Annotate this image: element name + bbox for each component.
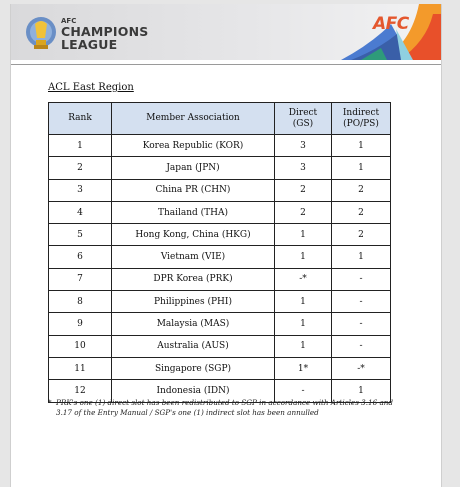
- indirect-slots-cell: -: [332, 313, 391, 335]
- rank-cell: 2: [49, 157, 112, 179]
- table-row: [49, 224, 391, 246]
- indirect-slots-cell: 2: [332, 179, 391, 201]
- page-header: [11, 4, 441, 60]
- indirect-slots-cell: 2: [332, 201, 391, 223]
- acl-wordmark: [61, 17, 148, 51]
- table-row: [49, 246, 391, 268]
- member-association-cell: Korea Republic (KOR): [112, 135, 275, 157]
- member-association-cell: Hong Kong, China (HKG): [112, 224, 275, 246]
- direct-slots-cell: 1: [275, 335, 332, 357]
- column-header-rank: Rank: [49, 103, 112, 135]
- indirect-slots-cell: -*: [332, 357, 391, 379]
- column-header-direct: Direct (GS): [275, 103, 332, 135]
- table-row: [49, 291, 391, 313]
- footnote-marker: *: [48, 398, 52, 407]
- afc-logo: AFC: [373, 14, 409, 34]
- direct-slots-cell: 1: [275, 291, 332, 313]
- direct-slots-cell: 1*: [275, 357, 332, 379]
- column-header-member-association: Member Association: [112, 103, 275, 135]
- acl-trophy-logo: [23, 14, 59, 54]
- direct-slots-cell: 3: [275, 135, 332, 157]
- rank-cell: 6: [49, 246, 112, 268]
- member-association-cell: Vietnam (VIE): [112, 246, 275, 268]
- acl-wordmark-line1: AFC: [61, 17, 77, 25]
- member-association-cell: Japan (JPN): [112, 157, 275, 179]
- header-divider: [11, 64, 441, 65]
- indirect-slots-cell: -: [332, 335, 391, 357]
- direct-slots-cell: 1: [275, 246, 332, 268]
- table-row: [49, 179, 391, 201]
- rank-cell: 9: [49, 313, 112, 335]
- rank-cell: 7: [49, 268, 112, 290]
- member-association-cell: DPR Korea (PRK): [112, 268, 275, 290]
- member-association-cell: Australia (AUS): [112, 335, 275, 357]
- indirect-slots-cell: -: [332, 291, 391, 313]
- rank-cell: 12: [49, 380, 112, 402]
- member-association-cell: Philippines (PHI): [112, 291, 275, 313]
- indirect-slots-cell: -: [332, 268, 391, 290]
- column-header-indirect: Indirect (PO/PS): [332, 103, 391, 135]
- direct-slots-cell: 2: [275, 201, 332, 223]
- table-row: [49, 135, 391, 157]
- table-row: [49, 157, 391, 179]
- rank-cell: 1: [49, 135, 112, 157]
- indirect-slots-cell: 1: [332, 380, 391, 402]
- direct-slots-cell: 2: [275, 179, 332, 201]
- table-row: [49, 335, 391, 357]
- rank-cell: 11: [49, 357, 112, 379]
- table-row: [49, 201, 391, 223]
- member-association-cell: Thailand (THA): [112, 201, 275, 223]
- table-row: [49, 357, 391, 379]
- indirect-slots-cell: 1: [332, 157, 391, 179]
- member-association-cell: Singapore (SGP): [112, 357, 275, 379]
- footnote-text: PRK's one (1) direct slot has been redistributed to SGP in accordance with Articles 3.16 and 3.17 of the Entry Manual / SGP's one (1) indirect slot has been annulled: [56, 398, 393, 417]
- acl-wordmark-line3: LEAGUE: [61, 37, 118, 52]
- rank-cell: 8: [49, 291, 112, 313]
- table-header-row: [49, 103, 391, 135]
- footnote: [48, 398, 396, 418]
- acl-wordmark-line2: CHAMPIONS: [61, 24, 149, 39]
- direct-slots-cell: 1: [275, 313, 332, 335]
- member-association-cell: Indonesia (IDN): [112, 380, 275, 402]
- indirect-slots-cell: 2: [332, 224, 391, 246]
- indirect-slots-cell: 1: [332, 246, 391, 268]
- direct-slots-cell: 1: [275, 224, 332, 246]
- direct-slots-cell: 3: [275, 157, 332, 179]
- table-row: [49, 268, 391, 290]
- rank-cell: 4: [49, 201, 112, 223]
- section-title: ACL East Region: [48, 82, 134, 93]
- member-association-cell: China PR (CHN): [112, 179, 275, 201]
- table-row: [49, 313, 391, 335]
- rank-cell: 5: [49, 224, 112, 246]
- slot-allocation-table: [48, 102, 391, 403]
- rank-cell: 10: [49, 335, 112, 357]
- direct-slots-cell: -: [275, 380, 332, 402]
- direct-slots-cell: -*: [275, 268, 332, 290]
- rank-cell: 3: [49, 179, 112, 201]
- indirect-slots-cell: 1: [332, 135, 391, 157]
- member-association-cell: Malaysia (MAS): [112, 313, 275, 335]
